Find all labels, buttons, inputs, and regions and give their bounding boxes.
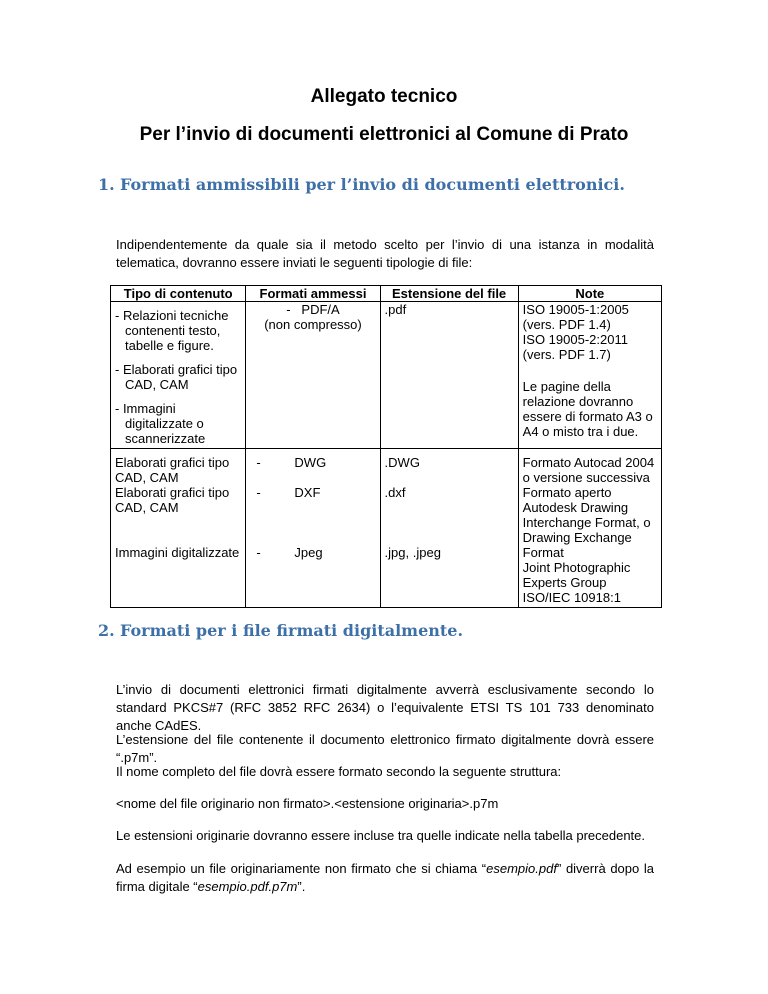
note-line: ISO 19005-2:2011 (vers. PDF 1.7)	[522, 332, 628, 362]
example-filename: esempio.pdf	[486, 861, 557, 876]
section-2-paragraph-5: Le estensioni originarie dovranno essere incluse tra quelle indicate nella tabella precedente.	[116, 828, 646, 843]
cell-formats	[246, 449, 380, 608]
section-2-paragraph-1: L’invio di documenti elettronici firmati digitalmente avverrà esclusivamente secondo lo standard PKCS#7 (RFC 3852 RFC 2634) o l’equivalente ETSI TS 101 733 denominato anche CAdES.	[116, 682, 654, 733]
section-2-paragraph-3: Il nome completo del file dovrà essere formato secondo la seguente struttura:	[116, 764, 562, 779]
header-estensione: Estensione del file	[380, 286, 518, 302]
cell-formats	[246, 302, 380, 449]
table-header-row	[111, 286, 662, 302]
list-item: - Immagini digitalizzate o scannerizzate	[115, 401, 206, 446]
section-2-heading	[98, 621, 463, 640]
ext-dwg: .DWG	[384, 455, 420, 470]
section-2-paragraph-2: L’estensione del file contenente il documento elettronico firmato digitalmente dovrà essere “.p7m”.	[116, 732, 654, 765]
table-row	[111, 302, 662, 449]
cell-extension: .pdf	[380, 302, 518, 449]
section-2-number: 2.	[98, 621, 115, 640]
type-dxf: Elaborati grafici tipo CAD, CAM	[115, 485, 230, 515]
cell-extension	[380, 449, 518, 608]
note-extra: Le pagine della relazione dovranno essere di formato A3 o A4 o misto tra i due.	[522, 379, 653, 439]
type-dwg: Elaborati grafici tipo CAD, CAM	[115, 455, 230, 485]
format-dash: -	[286, 302, 291, 317]
example-signed-filename: esempio.pdf.p7m	[197, 879, 298, 894]
header-formati: Formati ammessi	[246, 286, 380, 302]
section-1-heading	[98, 175, 625, 194]
note-dxf: Formato aperto Autodesk Drawing Interchange Format, o Drawing Exchange Format	[522, 485, 651, 560]
formats-table	[110, 285, 662, 608]
list-item: - Relazioni tecniche contenenti testo, tabelle e figure.	[115, 308, 229, 353]
ext-dxf: .dxf	[384, 485, 406, 500]
header-note: Note	[518, 286, 661, 302]
document-subtitle: Per l’invio di documenti elettronici al Comune di Prato	[139, 124, 629, 145]
document-title: Allegato tecnico	[310, 86, 458, 107]
cell-notes	[518, 302, 661, 449]
table-row	[111, 449, 662, 608]
section-1-intro: Indipendentemente da quale sia il metodo scelto per l’invio di una istanza in modalità telematica, dovranno essere inviati le seguenti tipologie di file:	[116, 237, 654, 270]
section-1-title: Formati ammissibili per l’invio di documenti elettronici.	[120, 175, 625, 194]
format-note: (non compresso)	[264, 317, 362, 332]
section-2-paragraph-6: Ad esempio un file originariamente non firmato che si chiama “esempio.pdf” diverrà dopo la firma digitale “esempio.pdf.p7m”.	[116, 861, 654, 894]
section-1-number: 1.	[98, 175, 115, 194]
cell-notes	[518, 449, 661, 608]
cell-types	[111, 449, 246, 608]
format-name: PDF/A	[301, 302, 340, 317]
format-row-jpeg: - Jpeg	[256, 545, 323, 560]
ext-jpeg: .jpg, .jpeg	[384, 545, 441, 560]
section-2-paragraph-4: <nome del file originario non firmato>.<estensione originaria>.p7m	[116, 796, 499, 811]
format-row-dwg: - DWG	[256, 455, 327, 470]
list-item: - Elaborati grafici tipo CAD, CAM	[115, 362, 238, 392]
format-row-dxf: - DXF	[256, 485, 321, 500]
note-line: ISO 19005-1:2005 (vers. PDF 1.4)	[522, 302, 629, 332]
note-jpeg: Joint Photographic Experts Group ISO/IEC 10918:1	[522, 560, 631, 605]
cell-types	[111, 302, 246, 449]
header-tipo: Tipo di contenuto	[111, 286, 246, 302]
section-2-title: Formati per i file firmati digitalmente.	[120, 621, 464, 640]
note-dwg: Formato Autocad 2004 o versione successiva	[522, 455, 655, 485]
type-jpeg: Immagini digitalizzate	[115, 545, 240, 560]
